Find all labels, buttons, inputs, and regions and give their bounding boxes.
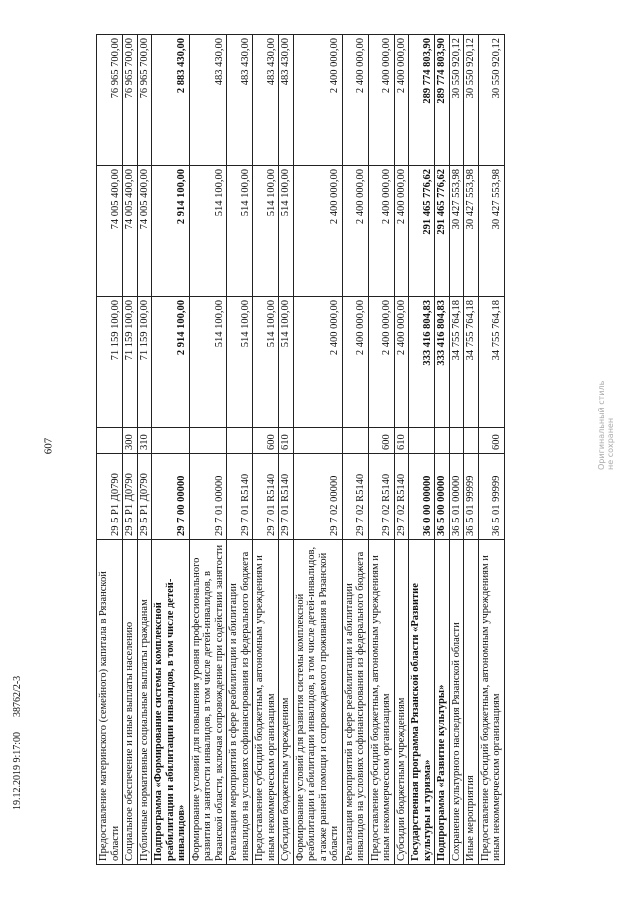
row-amount-2020-cell: 333 416 804,83 xyxy=(435,297,450,428)
row-amount-2020-cell: 71 159 100,00 xyxy=(137,297,152,428)
row-amount-2022-cell: 483 430,00 xyxy=(227,35,253,166)
row-name-cell: Предоставление субсидий бюджетным, автономным учреждениям и иным некоммерческим организациям xyxy=(368,540,394,865)
page-number: 607 xyxy=(42,437,55,455)
row-amount-2020-cell: 2 400 000,00 xyxy=(342,297,368,428)
row-amount-2022-cell: 76 965 700,00 xyxy=(123,35,138,166)
footer xyxy=(12,676,23,810)
row-amount-2021-cell: 30 427 553,98 xyxy=(449,166,464,297)
row-expense-type-cell: 610 xyxy=(279,428,294,454)
table-row xyxy=(152,35,190,865)
row-amount-2020-cell: 34 755 764,18 xyxy=(478,297,504,428)
row-name-cell: Реализация мероприятий в сфере реабилитации и абилитации инвалидов на условиях софинансирования из федерального бюджета xyxy=(227,540,253,865)
row-expense-type-cell xyxy=(227,428,253,454)
row-name-cell: Субсидии бюджетным учреждениям xyxy=(279,540,294,865)
row-amount-2020-cell: 71 159 100,00 xyxy=(123,297,138,428)
row-amount-2022-cell: 2 400 000,00 xyxy=(368,35,394,166)
table-row xyxy=(137,35,152,865)
row-amount-2021-cell: 30 427 553,98 xyxy=(464,166,479,297)
row-amount-2022-cell: 2 400 000,00 xyxy=(293,35,342,166)
row-amount-2022-cell: 76 965 700,00 xyxy=(137,35,152,166)
table-row xyxy=(464,35,479,865)
row-amount-2021-cell: 2 400 000,00 xyxy=(368,166,394,297)
table-row xyxy=(253,35,279,865)
budget-table xyxy=(96,34,505,865)
table-row xyxy=(227,35,253,865)
table-row xyxy=(435,35,450,865)
row-name-cell: Подпрограмма «Развитие культуры» xyxy=(435,540,450,865)
table-row xyxy=(97,35,123,865)
row-amount-2022-cell: 289 774 803,90 xyxy=(435,35,450,166)
row-amount-2021-cell: 30 427 553,98 xyxy=(478,166,504,297)
row-amount-2022-cell: 76 965 700,00 xyxy=(97,35,123,166)
row-code-cell: 29 7 02 R5140 xyxy=(342,454,368,540)
row-name-cell: Предоставление материнского (семейного) капитала в Рязанской области xyxy=(97,540,123,865)
row-name-cell: Субсидии бюджетным учреждениям xyxy=(394,540,409,865)
row-code-cell: 36 5 01 99999 xyxy=(478,454,504,540)
row-amount-2020-cell: 514 100,00 xyxy=(189,297,227,428)
row-amount-2021-cell: 74 005 400,00 xyxy=(123,166,138,297)
row-amount-2020-cell: 71 159 100,00 xyxy=(97,297,123,428)
row-code-cell: 36 0 00 00000 xyxy=(409,454,435,540)
row-expense-type-cell: 610 xyxy=(394,428,409,454)
row-amount-2020-cell: 34 755 764,18 xyxy=(449,297,464,428)
row-amount-2021-cell: 2 400 000,00 xyxy=(293,166,342,297)
row-name-cell: Формирование условий для развития системы комплексной реабилитации и абилитации инвалидов, в том числе детей-инвалидов, а также ранней помощи и сопровождаемого проживания в Рязанской области xyxy=(293,540,342,865)
row-expense-type-cell xyxy=(293,428,342,454)
row-amount-2022-cell: 2 400 000,00 xyxy=(342,35,368,166)
row-amount-2020-cell: 514 100,00 xyxy=(253,297,279,428)
row-amount-2021-cell: 2 914 100,00 xyxy=(152,166,190,297)
row-expense-type-cell: 300 xyxy=(123,428,138,454)
row-code-cell: 29 7 01 R5140 xyxy=(253,454,279,540)
stamp-line-2: не сохранен xyxy=(606,417,615,470)
row-amount-2020-cell: 333 416 804,83 xyxy=(409,297,435,428)
table-row xyxy=(293,35,342,865)
row-amount-2022-cell: 2 883 430,00 xyxy=(152,35,190,166)
row-amount-2022-cell: 483 430,00 xyxy=(279,35,294,166)
row-amount-2020-cell: 2 400 000,00 xyxy=(293,297,342,428)
row-amount-2020-cell: 34 755 764,18 xyxy=(464,297,479,428)
row-expense-type-cell xyxy=(449,428,464,454)
row-amount-2022-cell: 30 550 920,12 xyxy=(464,35,479,166)
row-name-cell: Публичные нормативные социальные выплаты гражданам xyxy=(137,540,152,865)
row-name-cell: Предоставление субсидий бюджетным, автономным учреждениям и иным некоммерческим организациям xyxy=(478,540,504,865)
budget-table-body xyxy=(97,35,505,865)
row-amount-2020-cell: 2 914 100,00 xyxy=(152,297,190,428)
row-amount-2020-cell: 2 400 000,00 xyxy=(394,297,409,428)
budget-table-container xyxy=(96,35,596,865)
row-name-cell: Сохранение культурного наследия Рязанской области xyxy=(449,540,464,865)
table-row xyxy=(394,35,409,865)
table-row xyxy=(449,35,464,865)
row-amount-2022-cell: 30 550 920,12 xyxy=(449,35,464,166)
row-expense-type-cell: 600 xyxy=(253,428,279,454)
row-code-cell: 29 7 01 00000 xyxy=(189,454,227,540)
row-expense-type-cell xyxy=(152,428,190,454)
row-name-cell: Предоставление субсидий бюджетным, автономным учреждениям и иным некоммерческим организациям xyxy=(253,540,279,865)
row-amount-2021-cell: 514 100,00 xyxy=(227,166,253,297)
row-amount-2022-cell: 483 430,00 xyxy=(253,35,279,166)
table-row xyxy=(409,35,435,865)
row-expense-type-cell xyxy=(97,428,123,454)
stamp-line-1: Оригинальный стиль xyxy=(597,380,606,470)
table-row xyxy=(342,35,368,865)
row-code-cell: 36 5 00 00000 xyxy=(435,454,450,540)
row-amount-2020-cell: 514 100,00 xyxy=(227,297,253,428)
row-name-cell: Социальное обеспечение и иные выплаты населению xyxy=(123,540,138,865)
row-amount-2021-cell: 291 465 776,62 xyxy=(409,166,435,297)
row-name-cell: Формирование условий для повышения уровня профессионального развития и занятости инвалидов, в том числе детей-инвалидов, в Рязанской области, включая сопровождение при содействии занятости xyxy=(189,540,227,865)
row-expense-type-cell xyxy=(409,428,435,454)
row-code-cell: 29 5 P1 Д0790 xyxy=(137,454,152,540)
row-amount-2021-cell: 2 400 000,00 xyxy=(342,166,368,297)
row-code-cell: 36 5 01 99999 xyxy=(464,454,479,540)
row-code-cell: 36 5 01 00000 xyxy=(449,454,464,540)
row-code-cell: 29 7 01 R5140 xyxy=(279,454,294,540)
row-amount-2022-cell: 483 430,00 xyxy=(189,35,227,166)
row-name-cell: Иные мероприятия xyxy=(464,540,479,865)
row-name-cell: Подпрограмма «Формирование системы комплексной реабилитации и абилитации инвалидов, в том числе детей-инвалидов» xyxy=(152,540,190,865)
table-row xyxy=(368,35,394,865)
footer-datetime: 19.12.2019 9:17:00 xyxy=(12,731,23,810)
faint-stamp xyxy=(597,381,615,470)
table-row xyxy=(478,35,504,865)
row-amount-2021-cell: 2 400 000,00 xyxy=(394,166,409,297)
row-code-cell: 29 7 01 R5140 xyxy=(227,454,253,540)
row-amount-2022-cell: 289 774 803,90 xyxy=(409,35,435,166)
row-name-cell: Государственная программа Рязанской области «Развитие культуры и туризма» xyxy=(409,540,435,865)
row-amount-2020-cell: 514 100,00 xyxy=(279,297,294,428)
row-amount-2020-cell: 2 400 000,00 xyxy=(368,297,394,428)
row-amount-2022-cell: 30 550 920,12 xyxy=(478,35,504,166)
row-amount-2021-cell: 514 100,00 xyxy=(253,166,279,297)
row-expense-type-cell xyxy=(435,428,450,454)
row-code-cell: 29 7 00 00000 xyxy=(152,454,190,540)
row-expense-type-cell xyxy=(464,428,479,454)
row-amount-2021-cell: 74 005 400,00 xyxy=(137,166,152,297)
table-row xyxy=(279,35,294,865)
row-code-cell: 29 7 02 00000 xyxy=(293,454,342,540)
row-expense-type-cell: 310 xyxy=(137,428,152,454)
row-amount-2021-cell: 514 100,00 xyxy=(189,166,227,297)
row-amount-2021-cell: 74 005 400,00 xyxy=(97,166,123,297)
row-expense-type-cell xyxy=(342,428,368,454)
row-code-cell: 29 7 02 R5140 xyxy=(394,454,409,540)
row-amount-2022-cell: 2 400 000,00 xyxy=(394,35,409,166)
row-expense-type-cell: 600 xyxy=(478,428,504,454)
footer-doc-id: 38762/2-3 xyxy=(12,675,23,717)
row-expense-type-cell: 600 xyxy=(368,428,394,454)
table-row xyxy=(189,35,227,865)
row-code-cell: 29 7 02 R5140 xyxy=(368,454,394,540)
row-code-cell: 29 5 P1 Д0790 xyxy=(123,454,138,540)
row-amount-2021-cell: 514 100,00 xyxy=(279,166,294,297)
row-code-cell: 29 5 P1 Д0790 xyxy=(97,454,123,540)
row-name-cell: Реализация мероприятий в сфере реабилитации и абилитации инвалидов на условиях софинансирования из федерального бюджета xyxy=(342,540,368,865)
row-expense-type-cell xyxy=(189,428,227,454)
table-row xyxy=(123,35,138,865)
row-amount-2021-cell: 291 465 776,62 xyxy=(435,166,450,297)
